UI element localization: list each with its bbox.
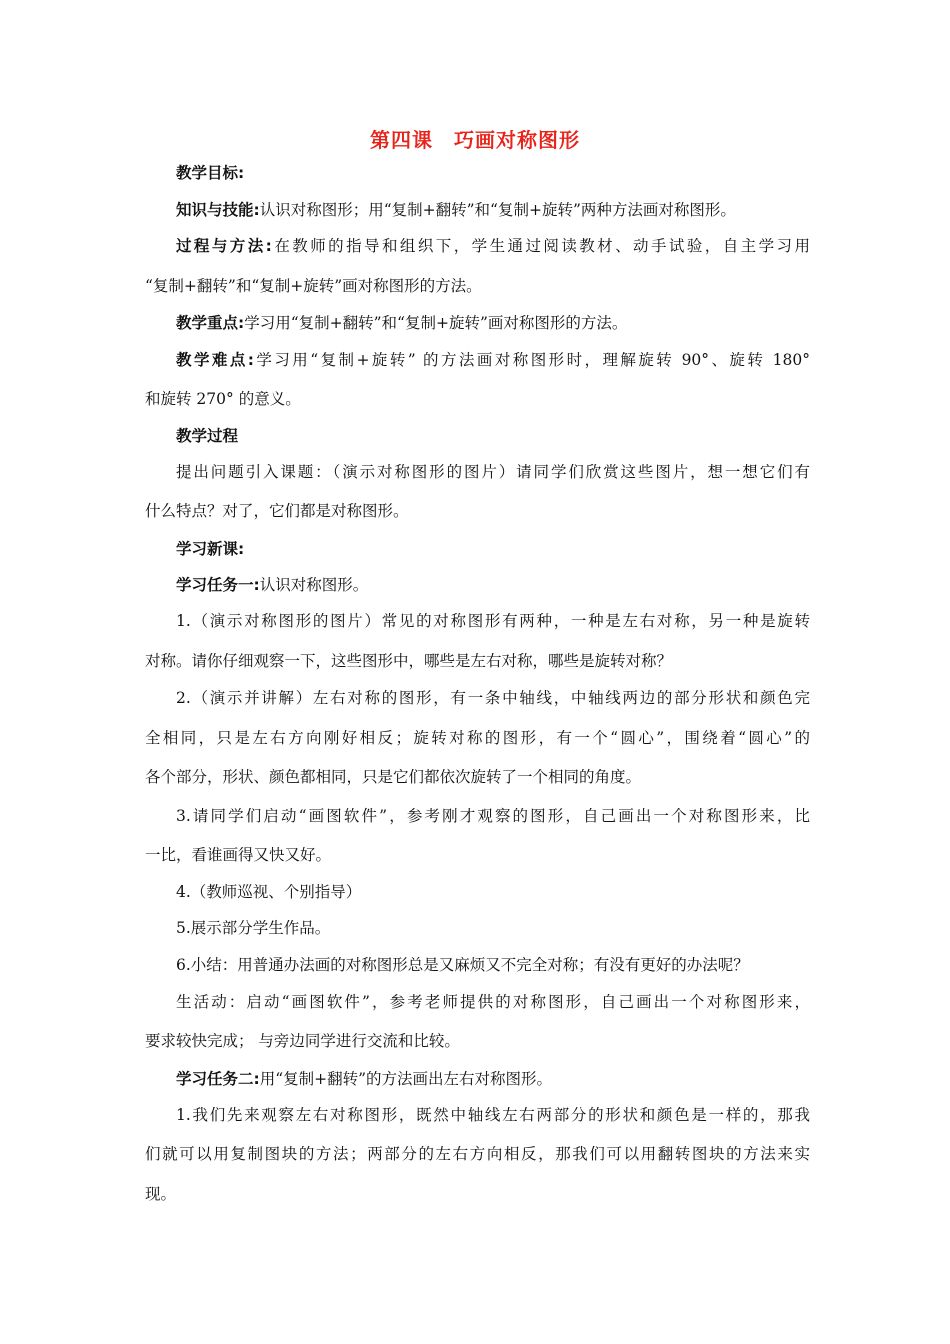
objectives-heading: 教学目标: [176, 164, 245, 182]
task1-paragraph [176, 575, 810, 595]
process-text-1: 在教师的指导和组织下，学生通过阅读教材、动手试验，自主学习用 [271, 237, 810, 255]
item2-line-1: 2.（演示并讲解）左右对称的图形，有一条中轴线，中轴线两边的部分形状和颜色完 [176, 689, 810, 707]
item4: 4.（教师巡视、个别指导） [176, 883, 362, 901]
process-label: 过程与方法: [176, 237, 272, 255]
intro-line-2: 什么特点？对了，它们都是对称图形。 [145, 502, 409, 520]
key-point-text: 学习用“复制+翻转”和“复制+旋转”画对称图形的方法。 [244, 314, 628, 332]
difficulty-label: 教学难点: [176, 351, 254, 369]
item2-line-3: 各个部分，形状、颜色都相同，只是它们都依次旋转了一个相同的角度。 [145, 768, 642, 786]
process-method-line-2: “复制+翻转”和“复制+旋转”画对称图形的方法。 [145, 277, 482, 295]
lesson-title: 第四课 巧画对称图形 [370, 128, 580, 152]
activity-line-2: 要求较快完成； 与旁边同学进行交流和比较。 [145, 1032, 460, 1050]
item1-line-2: 对称。请你仔细观察一下，这些图形中，哪些是左右对称，哪些是旋转对称？ [145, 652, 673, 670]
task2-paragraph [176, 1069, 810, 1089]
task1-label: 学习任务一: [176, 576, 260, 594]
process-heading: 教学过程 [176, 427, 239, 445]
key-point-label: 教学重点: [176, 314, 245, 332]
item5: 5.展示部分学生作品。 [176, 919, 331, 937]
item1-line-1: 1.（演示对称图形的图片）常见的对称图形有两种，一种是左右对称，另一种是旋转 [176, 612, 810, 630]
item3-line-1: 3.请同学们启动“画图软件”，参考刚才观察的图形，自己画出一个对称图形来，比 [176, 807, 810, 825]
process-method-line-1 [176, 236, 810, 256]
item3-line-2: 一比，看谁画得又快又好。 [145, 846, 332, 864]
intro-line-1: 提出问题引入课题：（演示对称图形的图片）请同学们欣赏这些图片，想一想它们有 [176, 463, 810, 481]
knowledge-text: 认识对称图形；用“复制+翻转”和“复制+旋转”两种方法画对称图形。 [259, 201, 736, 219]
task1-text: 认识对称图形。 [259, 576, 369, 594]
knowledge-label: 知识与技能: [176, 201, 260, 219]
difficulty-line-1 [176, 350, 810, 370]
activity-line-1: 生活动：启动“画图软件”，参考老师提供的对称图形，自己画出一个对称图形来， [176, 993, 810, 1011]
task2-label: 学习任务二: [176, 1070, 260, 1088]
new-lesson-heading: 学习新课: [176, 540, 245, 558]
item2-line-2: 全相同，只是左右方向刚好相反；旋转对称的图形，有一个“圆心”，围绕着“圆心”的 [145, 729, 810, 747]
difficulty-line-2: 和旋转 270° 的意义。 [145, 390, 301, 408]
item6: 6.小结：用普通办法画的对称图形总是又麻烦又不完全对称；有没有更好的办法呢？ [176, 956, 749, 974]
task2-item1-line-1: 1.我们先来观察左右对称图形，既然中轴线左右两部分的形状和颜色是一样的，那我 [176, 1106, 810, 1124]
task2-text: 用“复制+翻转”的方法画出左右对称图形。 [259, 1070, 553, 1088]
difficulty-text-1: 学习用“复制+旋转” 的方法画对称图形时，理解旋转 90°、旋转 180° [253, 351, 810, 369]
knowledge-skills-paragraph [176, 200, 810, 220]
key-point-paragraph [176, 313, 810, 333]
task2-item1-line-3: 现。 [145, 1185, 177, 1203]
task2-item1-line-2: 们就可以用复制图块的方法；两部分的左右方向相反，那我们可以用翻转图块的方法来实 [145, 1145, 810, 1163]
